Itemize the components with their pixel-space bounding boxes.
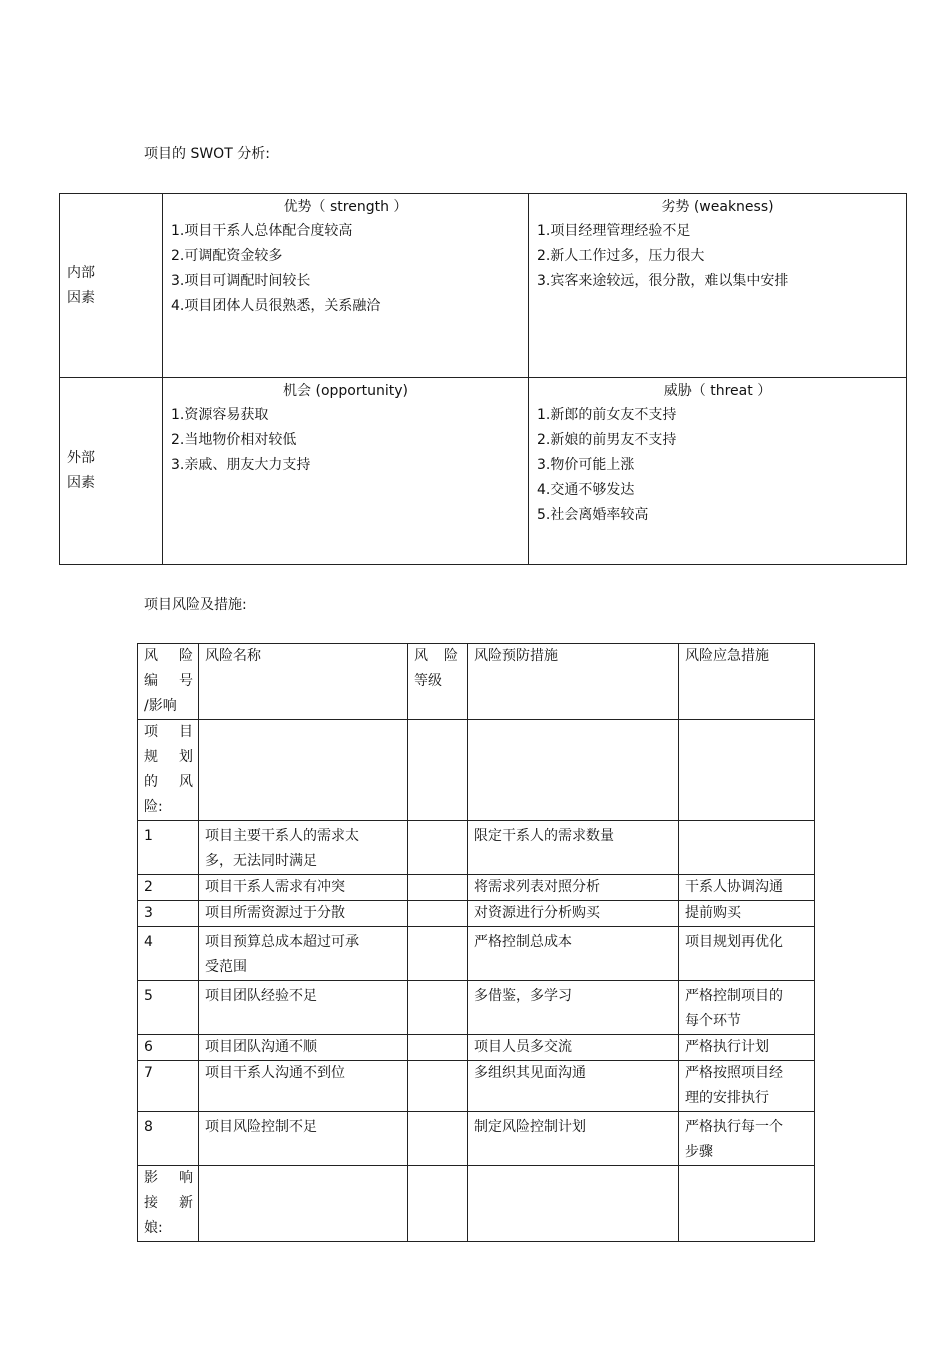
table-row: 5 项目团队经验不足 多借鉴，多学习 严格控制项目的 每个环节 [138,981,815,1035]
threat-item: 4.交通不够发达 [537,482,635,498]
threat-item: 2.新娘的前男友不支持 [537,432,677,448]
internal-factors-label: 内部 因素 [60,194,163,378]
strength-item: 3.项目可调配时间较长 [171,273,311,289]
header-risk-emergency: 风险应急措施 [679,644,815,720]
table-row: 3 项目所需资源过于分散 对资源进行分析购买 提前购买 [138,901,815,927]
section-row-bride [138,1166,815,1242]
risk-heading: 项目风险及措施: [144,597,247,613]
threat-item: 3.物价可能上涨 [537,457,635,473]
weakness-item: 3.宾客来途较远，很分散，难以集中安排 [537,273,789,289]
risk-header-row [138,644,815,720]
section-label-bride: 影响 接新 娘: [138,1166,199,1242]
strength-quadrant [163,194,529,378]
opportunity-item: 3.亲戚、朋友大力支持 [171,457,311,473]
table-row: 8 项目风险控制不足 制定风险控制计划 严格执行每一个 步骤 [138,1112,815,1166]
table-row: 6 项目团队沟通不顺 项目人员多交流 严格执行计划 [138,1035,815,1061]
table-row: 7 项目干系人沟通不到位 多组织其见面沟通 严格按照项目经 理的安排执行 [138,1061,815,1112]
threat-item: 5.社会离婚率较高 [537,507,649,523]
swot-heading: 项目的 SWOT 分析: [144,146,270,162]
threat-item: 1.新郎的前女友不支持 [537,407,677,423]
opportunity-quadrant [163,378,529,565]
external-factors-label: 外部 因素 [60,378,163,565]
weakness-title: 劣势 (weakness) [661,199,774,215]
threat-quadrant [529,378,907,565]
header-risk-name: 风险名称 [199,644,408,720]
weakness-item: 2.新人工作过多，压力很大 [537,248,705,264]
header-risk-level: 风险 等级 [408,644,468,720]
strength-item: 4.项目团体人员很熟悉，关系融洽 [171,298,381,314]
risk-table [137,643,815,1242]
weakness-item: 1.项目经理管理经验不足 [537,223,691,239]
header-risk-prevention: 风险预防措施 [468,644,679,720]
section-row-planning [138,720,815,821]
opportunity-item: 2.当地物价相对较低 [171,432,297,448]
weakness-quadrant [529,194,907,378]
table-row: 4 项目预算总成本超过可承 受范围 严格控制总成本 项目规划再优化 [138,927,815,981]
opportunity-item: 1.资源容易获取 [171,407,269,423]
header-risk-id: 风险 编号 /影响 [138,644,199,720]
opportunity-title: 机会 (opportunity) [283,383,408,399]
section-label-planning: 项目 规划 的风 险: [138,720,199,821]
strength-title: 优势（ strength ） [283,199,408,215]
swot-table [59,193,907,565]
table-row: 1 项目主要干系人的需求太 多，无法同时满足 限定干系人的需求数量 [138,821,815,875]
strength-item: 2.可调配资金较多 [171,248,283,264]
threat-title: 威胁（ threat ） [663,383,772,399]
table-row: 2 项目干系人需求有冲突 将需求列表对照分析 干系人协调沟通 [138,875,815,901]
strength-item: 1.项目干系人总体配合度较高 [171,223,353,239]
